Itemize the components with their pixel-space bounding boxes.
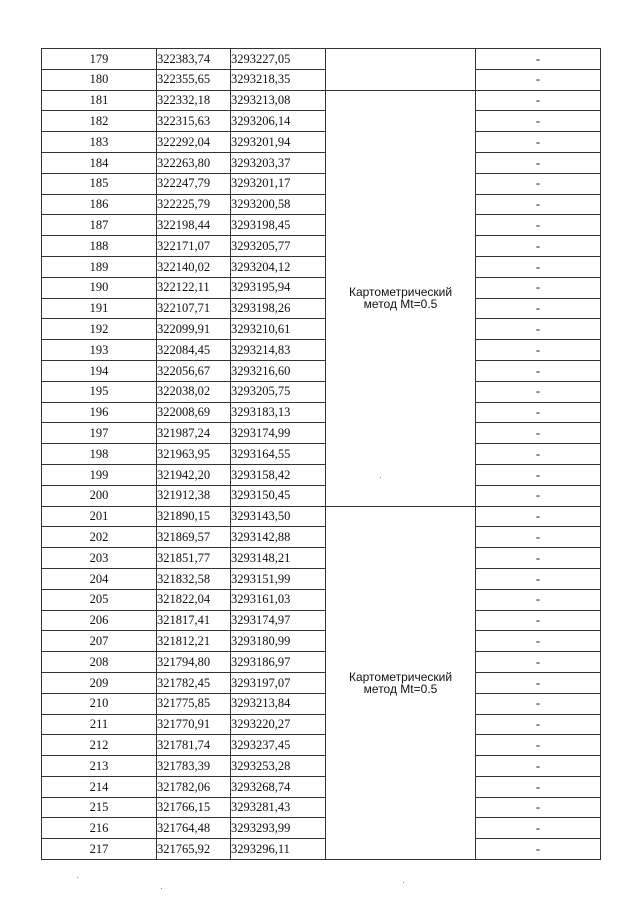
table-row	[42, 90, 601, 111]
table-row	[42, 152, 601, 173]
x-coordinate-cell: 322292,04	[157, 132, 231, 153]
point-number-cell: 185	[42, 173, 157, 194]
y-coordinate-cell: 3293200,58	[231, 194, 326, 215]
point-number-cell: 192	[42, 319, 157, 340]
point-number-cell: 200	[42, 485, 157, 506]
table-row	[42, 652, 601, 673]
table-row	[42, 402, 601, 423]
y-coordinate-cell: 3293218,35	[231, 69, 326, 90]
point-number-cell: 211	[42, 714, 157, 735]
table-row	[42, 194, 601, 215]
y-coordinate-cell: 3293206,14	[231, 111, 326, 132]
value-cell: -	[476, 360, 601, 381]
y-coordinate-cell: 3293268,74	[231, 776, 326, 797]
table-row	[42, 49, 601, 70]
value-cell: -	[476, 49, 601, 70]
point-number-cell: 197	[42, 423, 157, 444]
value-cell: -	[476, 381, 601, 402]
x-coordinate-cell: 321765,92	[157, 839, 231, 860]
x-coordinate-cell: 321963,95	[157, 444, 231, 465]
table-row	[42, 69, 601, 90]
x-coordinate-cell: 321775,85	[157, 693, 231, 714]
x-coordinate-cell: 321781,74	[157, 735, 231, 756]
scan-speck	[161, 888, 162, 889]
x-coordinate-cell: 322122,11	[157, 277, 231, 298]
value-cell: -	[476, 423, 601, 444]
y-coordinate-cell: 3293204,12	[231, 256, 326, 277]
table-row	[42, 277, 601, 298]
point-number-cell: 182	[42, 111, 157, 132]
table-row	[42, 818, 601, 839]
y-coordinate-cell: 3293210,61	[231, 319, 326, 340]
x-coordinate-cell: 321912,38	[157, 485, 231, 506]
x-coordinate-cell: 321782,06	[157, 776, 231, 797]
table-row	[42, 485, 601, 506]
point-number-cell: 217	[42, 839, 157, 860]
point-number-cell: 199	[42, 464, 157, 485]
table-row	[42, 797, 601, 818]
x-coordinate-cell: 321942,20	[157, 464, 231, 485]
x-coordinate-cell: 322247,79	[157, 173, 231, 194]
y-coordinate-cell: 3293161,03	[231, 589, 326, 610]
table-row	[42, 319, 601, 340]
table-row	[42, 256, 601, 277]
y-coordinate-cell: 3293142,88	[231, 527, 326, 548]
value-cell: -	[476, 340, 601, 361]
value-cell: -	[476, 527, 601, 548]
table-row	[42, 610, 601, 631]
value-cell: -	[476, 69, 601, 90]
value-cell: -	[476, 652, 601, 673]
point-number-cell: 209	[42, 672, 157, 693]
value-cell: -	[476, 194, 601, 215]
x-coordinate-cell: 322355,65	[157, 69, 231, 90]
y-coordinate-cell: 3293195,94	[231, 277, 326, 298]
x-coordinate-cell: 321782,45	[157, 672, 231, 693]
value-cell: -	[476, 464, 601, 485]
table-row	[42, 444, 601, 465]
point-number-cell: 180	[42, 69, 157, 90]
y-coordinate-cell: 3293198,45	[231, 215, 326, 236]
x-coordinate-cell: 321987,24	[157, 423, 231, 444]
point-number-cell: 183	[42, 132, 157, 153]
x-coordinate-cell: 322038,02	[157, 381, 231, 402]
value-cell: -	[476, 839, 601, 860]
x-coordinate-cell: 321890,15	[157, 506, 231, 527]
x-coordinate-cell: 321783,39	[157, 756, 231, 777]
y-coordinate-cell: 3293197,07	[231, 672, 326, 693]
scan-speck	[403, 882, 404, 883]
value-cell: -	[476, 776, 601, 797]
y-coordinate-cell: 3293174,97	[231, 610, 326, 631]
x-coordinate-cell: 322099,91	[157, 319, 231, 340]
value-cell: -	[476, 444, 601, 465]
point-number-cell: 191	[42, 298, 157, 319]
y-coordinate-cell: 3293174,99	[231, 423, 326, 444]
point-number-cell: 207	[42, 631, 157, 652]
method-cell	[326, 49, 476, 91]
table-row	[42, 132, 601, 153]
point-number-cell: 216	[42, 818, 157, 839]
value-cell: -	[476, 402, 601, 423]
coordinates-table-body	[42, 49, 601, 860]
table-row	[42, 527, 601, 548]
y-coordinate-cell: 3293158,42	[231, 464, 326, 485]
point-number-cell: 184	[42, 152, 157, 173]
value-cell: -	[476, 631, 601, 652]
point-number-cell: 213	[42, 756, 157, 777]
y-coordinate-cell: 3293203,37	[231, 152, 326, 173]
value-cell: -	[476, 672, 601, 693]
value-cell: -	[476, 215, 601, 236]
value-cell: -	[476, 236, 601, 257]
table-row	[42, 776, 601, 797]
value-cell: -	[476, 735, 601, 756]
point-number-cell: 187	[42, 215, 157, 236]
value-cell: -	[476, 485, 601, 506]
method-label-line2: метод Mt=0.5	[363, 297, 438, 312]
method-label-line1: Картометрический	[348, 285, 453, 300]
method-label-line1: Картометрический	[348, 669, 453, 684]
table-row	[42, 506, 601, 527]
table-row	[42, 340, 601, 361]
point-number-cell: 189	[42, 256, 157, 277]
table-row	[42, 714, 601, 735]
x-coordinate-cell: 322107,71	[157, 298, 231, 319]
point-number-cell: 186	[42, 194, 157, 215]
y-coordinate-cell: 3293198,26	[231, 298, 326, 319]
table-row	[42, 464, 601, 485]
y-coordinate-cell: 3293205,77	[231, 236, 326, 257]
x-coordinate-cell: 322056,67	[157, 360, 231, 381]
x-coordinate-cell: 322084,45	[157, 340, 231, 361]
value-cell: -	[476, 298, 601, 319]
value-cell: -	[476, 548, 601, 569]
method-label-line2: метод Mt=0.5	[363, 681, 438, 696]
point-number-cell: 205	[42, 589, 157, 610]
point-number-cell: 196	[42, 402, 157, 423]
x-coordinate-cell: 321851,77	[157, 548, 231, 569]
point-number-cell: 206	[42, 610, 157, 631]
point-number-cell: 201	[42, 506, 157, 527]
table-row	[42, 381, 601, 402]
x-coordinate-cell: 321812,21	[157, 631, 231, 652]
value-cell: -	[476, 693, 601, 714]
y-coordinate-cell: 3293227,05	[231, 49, 326, 70]
value-cell: -	[476, 610, 601, 631]
table-row	[42, 693, 601, 714]
value-cell: -	[476, 256, 601, 277]
x-coordinate-cell: 322383,74	[157, 49, 231, 70]
point-number-cell: 195	[42, 381, 157, 402]
point-number-cell: 188	[42, 236, 157, 257]
y-coordinate-cell: 3293216,60	[231, 360, 326, 381]
table-row	[42, 589, 601, 610]
value-cell: -	[476, 506, 601, 527]
table-row	[42, 423, 601, 444]
coordinates-table	[41, 48, 601, 860]
point-number-cell: 210	[42, 693, 157, 714]
value-cell: -	[476, 319, 601, 340]
value-cell: -	[476, 277, 601, 298]
table-row	[42, 236, 601, 257]
y-coordinate-cell: 3293205,75	[231, 381, 326, 402]
y-coordinate-cell: 3293253,28	[231, 756, 326, 777]
x-coordinate-cell: 321764,48	[157, 818, 231, 839]
table-row	[42, 672, 601, 693]
table-row	[42, 839, 601, 860]
y-coordinate-cell: 3293237,45	[231, 735, 326, 756]
y-coordinate-cell: 3293213,84	[231, 693, 326, 714]
value-cell: -	[476, 797, 601, 818]
y-coordinate-cell: 3293293,99	[231, 818, 326, 839]
value-cell: -	[476, 756, 601, 777]
value-cell: -	[476, 132, 601, 153]
x-coordinate-cell: 321766,15	[157, 797, 231, 818]
y-coordinate-cell: 3293214,83	[231, 340, 326, 361]
value-cell: -	[476, 90, 601, 111]
x-coordinate-cell: 321822,04	[157, 589, 231, 610]
x-coordinate-cell: 322140,02	[157, 256, 231, 277]
value-cell: -	[476, 589, 601, 610]
x-coordinate-cell: 322225,79	[157, 194, 231, 215]
x-coordinate-cell: 322171,07	[157, 236, 231, 257]
method-cell	[326, 506, 476, 860]
y-coordinate-cell: 3293281,43	[231, 797, 326, 818]
method-cell	[326, 90, 476, 506]
x-coordinate-cell: 322332,18	[157, 90, 231, 111]
x-coordinate-cell: 322263,80	[157, 152, 231, 173]
y-coordinate-cell: 3293180,99	[231, 631, 326, 652]
point-number-cell: 194	[42, 360, 157, 381]
x-coordinate-cell: 322198,44	[157, 215, 231, 236]
table-row	[42, 568, 601, 589]
x-coordinate-cell: 321869,57	[157, 527, 231, 548]
point-number-cell: 179	[42, 49, 157, 70]
value-cell: -	[476, 173, 601, 194]
value-cell: -	[476, 714, 601, 735]
y-coordinate-cell: 3293164,55	[231, 444, 326, 465]
y-coordinate-cell: 3293148,21	[231, 548, 326, 569]
value-cell: -	[476, 111, 601, 132]
table-row	[42, 631, 601, 652]
value-cell: -	[476, 568, 601, 589]
table-row	[42, 548, 601, 569]
y-coordinate-cell: 3293183,13	[231, 402, 326, 423]
y-coordinate-cell: 3293213,08	[231, 90, 326, 111]
x-coordinate-cell: 322315,63	[157, 111, 231, 132]
y-coordinate-cell: 3293220,27	[231, 714, 326, 735]
point-number-cell: 181	[42, 90, 157, 111]
x-coordinate-cell: 321832,58	[157, 568, 231, 589]
point-number-cell: 193	[42, 340, 157, 361]
scan-speck	[77, 877, 78, 878]
x-coordinate-cell: 322008,69	[157, 402, 231, 423]
point-number-cell: 203	[42, 548, 157, 569]
y-coordinate-cell: 3293186,97	[231, 652, 326, 673]
point-number-cell: 208	[42, 652, 157, 673]
x-coordinate-cell: 321770,91	[157, 714, 231, 735]
value-cell: -	[476, 818, 601, 839]
x-coordinate-cell: 321794,80	[157, 652, 231, 673]
table-row	[42, 735, 601, 756]
table-row	[42, 360, 601, 381]
y-coordinate-cell: 3293143,50	[231, 506, 326, 527]
y-coordinate-cell: 3293150,45	[231, 485, 326, 506]
table-row	[42, 215, 601, 236]
y-coordinate-cell: 3293151,99	[231, 568, 326, 589]
table-row	[42, 298, 601, 319]
y-coordinate-cell: 3293201,94	[231, 132, 326, 153]
table-row	[42, 173, 601, 194]
point-number-cell: 202	[42, 527, 157, 548]
x-coordinate-cell: 321817,41	[157, 610, 231, 631]
table-row	[42, 756, 601, 777]
value-cell: -	[476, 152, 601, 173]
point-number-cell: 212	[42, 735, 157, 756]
table-row	[42, 111, 601, 132]
y-coordinate-cell: 3293296,11	[231, 839, 326, 860]
point-number-cell: 215	[42, 797, 157, 818]
y-coordinate-cell: 3293201,17	[231, 173, 326, 194]
scan-speck	[380, 477, 381, 478]
point-number-cell: 198	[42, 444, 157, 465]
point-number-cell: 214	[42, 776, 157, 797]
point-number-cell: 190	[42, 277, 157, 298]
point-number-cell: 204	[42, 568, 157, 589]
